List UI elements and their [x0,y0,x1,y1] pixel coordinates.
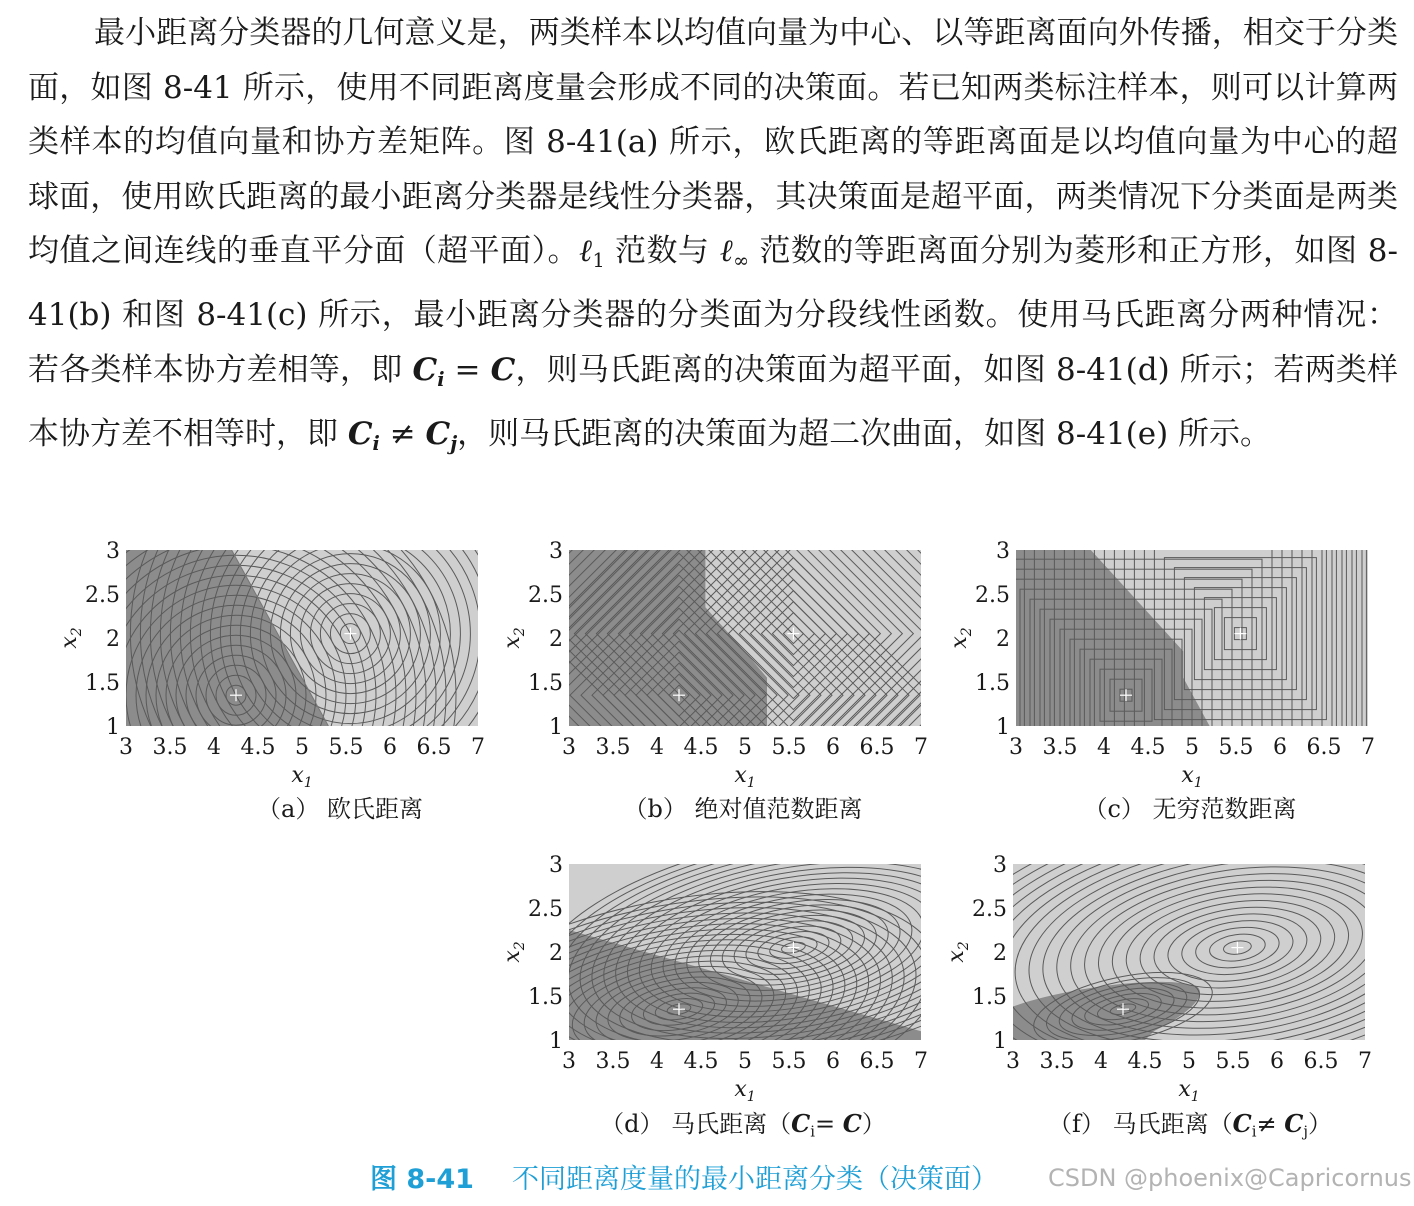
y-tick-label: 2.5 [972,897,1007,922]
y-tick-label: 1.5 [528,985,563,1010]
x-tick-label: 3 [1009,735,1023,760]
y-tick-label: 1.5 [975,671,1010,696]
caption-b: （b） 绝对值范数距离 [623,795,863,823]
caption-f-rel: ≠ [1256,1110,1285,1138]
x-tick-label: 3 [562,735,576,760]
caption-d-C2: C [842,1109,862,1138]
ell-sub-1: 1 [592,248,605,272]
paragraph-text-2: 范数与 [604,233,720,269]
y-tick-label: 1 [996,715,1010,740]
x-tick-label: 3.5 [1042,735,1078,760]
y-tick-label: 2 [993,941,1007,966]
x-tick-label: 3.5 [595,735,631,760]
caption-d-sub-i: i [810,1122,815,1141]
y-tick-label: 3 [549,539,563,564]
math-neq: ≠ [379,416,426,453]
caption-f-C: C [1232,1109,1252,1138]
y-tick-label: 2.5 [85,583,120,608]
math-sub-i-2: i [372,431,380,455]
y-axis-label: $x_2$ [500,627,528,649]
y-tick-label: 1.5 [972,985,1007,1010]
x-tick-label: 5.5 [328,735,364,760]
y-tick-label: 1.5 [528,671,563,696]
x-tick-label: 6 [383,735,397,760]
x-axis-label-sub: 1 [746,1089,756,1105]
x-tick-label: 4 [1094,1049,1108,1074]
x-tick-label: 5 [1182,1049,1196,1074]
y-tick-label: 1 [549,715,563,740]
x-tick-label: 3.5 [152,735,188,760]
y-axis-label: $x_2$ [944,941,972,963]
x-axis-label: $x_1$ [1181,763,1203,791]
figure-caption [370,1157,998,1196]
body-paragraph [28,6,1398,471]
panel-a-plot [57,538,500,791]
y-axis-label-sub: 2 [512,941,528,951]
x-tick-label: 6.5 [859,735,895,760]
x-tick-label: 6 [1273,735,1287,760]
x-axis-label: $x_1$ [734,1077,756,1105]
y-tick-label: 3 [996,539,1010,564]
x-tick-label: 5.5 [771,735,807,760]
panel-f-plot [944,852,1387,1105]
y-tick-label: 1 [993,1029,1007,1054]
x-tick-label: 5.5 [1215,1049,1251,1074]
x-tick-label: 6 [1270,1049,1284,1074]
panel-c-plot [947,538,1390,791]
math-eq: = [444,351,491,388]
caption-f-suffix: ） [1307,1110,1332,1138]
caption-d-suffix: ） [861,1110,886,1138]
ell-symbol: ℓ [579,233,593,269]
x-tick-label: 7 [1361,735,1375,760]
math-sub-j: j [450,431,458,455]
x-tick-label: 5 [738,1049,752,1074]
math-Cj [425,416,458,455]
x-axis-label-sub: 1 [746,775,756,791]
x-tick-label: 6 [826,735,840,760]
y-tick-label: 2 [996,627,1010,652]
x-tick-label: 3.5 [1039,1049,1075,1074]
caption-d-rel: = [815,1110,843,1138]
x-tick-label: 4 [1097,735,1111,760]
figure-caption-text: 不同距离度量的最小距离分类（决策面） [511,1164,998,1195]
paragraph-text-3: 范数的等距离面分别为菱形和正方形，如图 8-41(b) 和图 8-41(c) 所示，最小距离分类器的分类面为分段线性函数。使用马氏距离分两种情况：若各类样本协方差相等，即 [28,233,1399,388]
x-tick-label: 7 [914,735,928,760]
caption-a: （a） 欧氏距离 [257,795,423,823]
y-axis-label-sub: 2 [956,941,972,951]
caption-d-prefix: （d） 马氏距离（ [600,1110,792,1138]
x-tick-label: 5.5 [771,1049,807,1074]
y-tick-label: 1.5 [85,671,120,696]
x-tick-label: 4.5 [1127,1049,1163,1074]
ell-sub-inf: ∞ [733,248,750,272]
x-tick-label: 6.5 [416,735,452,760]
x-tick-label: 5 [738,735,752,760]
paragraph-text-4: ，则马氏距离的决策面为超平面，如图 8-41(d) 所示；若两类样本协方差不相等时，即 [28,351,1398,453]
math-Ci-2 [347,416,380,455]
x-tick-label: 3 [562,1049,576,1074]
caption-d-C: C [791,1109,811,1138]
y-tick-label: 3 [549,853,563,878]
y-axis-label-sub: 2 [69,627,85,637]
math-C: C [412,351,438,388]
x-axis-label: $x_1$ [734,763,756,791]
y-tick-label: 2.5 [528,583,563,608]
y-tick-label: 2 [549,941,563,966]
plot-area [16,414,570,916]
x-tick-label: 4.5 [683,1049,719,1074]
math-C-3: C [347,416,373,453]
x-tick-label: 6 [826,1049,840,1074]
math-sub-i: i [437,367,445,391]
caption-d [543,1104,943,1140]
watermark: CSDN @phoenix@Capricornus [1048,1164,1412,1192]
y-tick-label: 2 [549,627,563,652]
caption-f-sub-i: i [1251,1122,1257,1141]
x-axis-label: $x_1$ [291,763,313,791]
y-axis-label-sub: 2 [512,627,528,637]
math-Ci [412,351,445,391]
paragraph-text-1: 最小距离分类器的几何意义是，两类样本以均值向量为中心、以等距离面向外传播，相交于分类面，如图 8-41 所示，使用不同距离度量会形成不同的决策面。若已知两类标注样本，则可以计算两类样本的均值向量和协方差矩阵。图 8-41(a) 所示，欧氏距离的等距离面是以均值向量为中心的超球面，使用欧氏距离的最小距离分类器是线性分类器，其决策面是超平面，两类情况下分类面是两类均值之间连线的垂直平分面（超平面）。 [28,15,1398,269]
panel-b-plot [500,538,943,791]
caption-f-C2: C [1284,1109,1304,1138]
ell-symbol-2: ℓ [719,233,734,269]
x-tick-label: 3 [119,735,133,760]
x-tick-label: 6.5 [1303,1049,1339,1074]
caption-f-prefix: （f） 马氏距离（ [1048,1110,1233,1138]
caption-c: （c） 无穷范数距离 [1083,795,1297,823]
x-tick-label: 7 [471,735,485,760]
x-tick-label: 7 [1358,1049,1372,1074]
y-axis-label-sub: 2 [959,627,975,637]
y-tick-label: 2.5 [975,583,1010,608]
figure-number: 图 8-41 [370,1164,474,1195]
y-axis-label: $x_2$ [947,627,975,649]
x-tick-label: 4.5 [1130,735,1166,760]
x-tick-label: 4.5 [683,735,719,760]
y-axis-label: $x_2$ [500,941,528,963]
y-tick-label: 2.5 [528,897,563,922]
x-axis-label-sub: 1 [1193,775,1203,791]
paragraph-text-5: ，则马氏距离的决策面为超二次曲面，如图 8-41(e) 所示。 [457,416,1272,453]
x-axis-label: $x_1$ [1178,1077,1200,1105]
x-tick-label: 5 [1185,735,1199,760]
y-tick-label: 3 [993,853,1007,878]
caption-f-sub-j: j [1303,1122,1308,1141]
y-tick-label: 3 [106,539,120,564]
x-tick-label: 6.5 [1306,735,1342,760]
x-tick-label: 5.5 [1218,735,1254,760]
x-axis-label-sub: 1 [303,775,313,791]
x-tick-label: 4 [650,1049,664,1074]
x-axis-label-sub: 1 [1190,1089,1200,1105]
x-tick-label: 3.5 [595,1049,631,1074]
x-tick-label: 4 [207,735,221,760]
math-C-4: C [425,416,451,453]
x-tick-label: 6.5 [859,1049,895,1074]
x-tick-label: 4.5 [240,735,276,760]
math-C-2: C [490,351,516,388]
y-axis-label: $x_2$ [57,627,85,649]
x-tick-label: 4 [650,735,664,760]
x-tick-label: 3 [1006,1049,1020,1074]
y-tick-label: 2 [106,627,120,652]
x-tick-label: 5 [295,735,309,760]
caption-f [985,1104,1395,1140]
y-tick-label: 1 [549,1029,563,1054]
panel-d-plot [500,852,943,1105]
y-tick-label: 1 [106,715,120,740]
x-tick-label: 7 [914,1049,928,1074]
